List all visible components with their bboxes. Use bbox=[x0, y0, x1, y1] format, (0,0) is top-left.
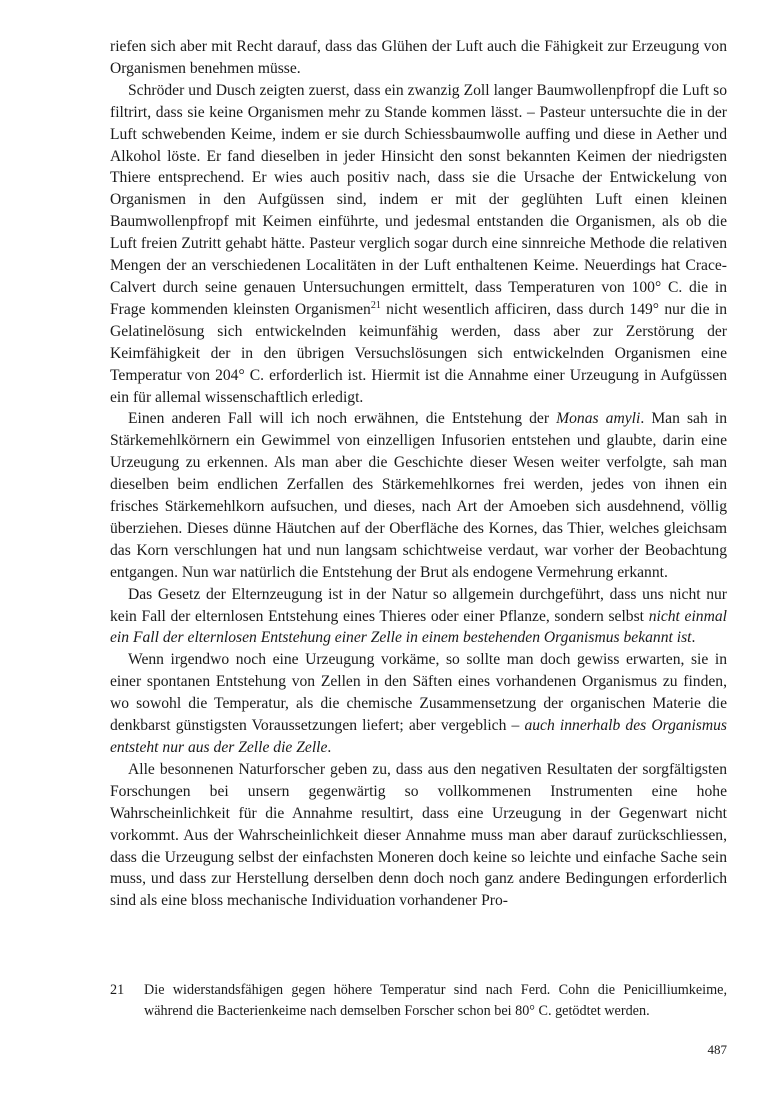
paragraph: Einen anderen Fall will ich noch erwähnen, die Entstehung der Monas amyli. Man sah in Stärkemehlkörnern ein Gewimmel von einzelligen Infusorien entstehen und glaubte, darin eine Urzeugung zu erkennen. Als man aber die Geschichte dieser Wesen weiter verfolgte, sah man dieselben beim endlichen Zerfallen des Stärkemehlkornes frei werden, jedes von ihnen ein frisches Stärkemehlkorn aufsuchen, und dieses, nach Art der Amoeben sich ausdehnend, völlig überziehen. Dieses dünne Häutchen auf der Oberfläche des Kornes, das Thier, welches gleichsam das Korn verschlungen hat und nun langsam schichtweise verdaut, war vorher der Beobachtung entgangen. Nun war natürlich die Entstehung der Brut als endogene Vermehrung erkannt. bbox=[110, 410, 727, 581]
footnote-number: 21 bbox=[110, 982, 125, 998]
paragraph: riefen sich aber mit Recht darauf, dass das Glühen der Luft auch die Fähigkeit zur Erzeugung von Organismen benehmen müsse. bbox=[110, 38, 727, 77]
paragraph: Das Gesetz der Elternzeugung ist in der Natur so allgemein durchgeführt, dass uns nicht nur kein Fall der elternlosen Entstehung eines Thieres oder einer Pflanze, sondern selbst nicht einmal ein Fall der elternlosen Entstehung einer Zelle in einem bestehenden Organismus bekannt ist. bbox=[110, 585, 727, 647]
paragraph: Wenn irgendwo noch eine Urzeugung vorkäme, so sollte man doch gewiss erwarten, sie in einer spontanen Entstehung von Zellen in den Säften eines vorhandenen Organismus zu finden, wo sowohl die Temperatur, als die chemische Zusammensetzung der organischen Materie die denkbarst günstigsten Voraussetzungen liefert; aber vergeblich – auch innerhalb des Organismus entsteht nur aus der Zelle die Zelle. bbox=[110, 651, 727, 756]
footnote-text: Die widerstandsfähigen gegen höhere Temperatur sind nach Ferd. Cohn die Penicilliumkeime, während die Bacterienkeime nach demselben Forscher schon bei 80° C. getödtet werden. bbox=[144, 982, 727, 1019]
page-number: 487 bbox=[707, 1042, 727, 1057]
footnote bbox=[110, 980, 727, 1021]
footnote-ref[interactable]: 21 bbox=[370, 299, 381, 311]
body-text bbox=[110, 36, 727, 912]
paragraph: Alle besonnenen Naturforscher geben zu, dass aus den negativen Resultaten der sorgfältigsten Forschungen bei unsern gegenwärtig so vollkommenen Instrumenten eine hohe Wahrscheinlichkeit für die Annahme resultirt, dass eine Urzeugung in der Gegenwart nicht vorkommt. Aus der Wahrscheinlichkeit dieser Annahme muss man aber darauf zurückschliessen, dass die Urzeugung selbst der einfachsten Moneren doch keine so leichte und einfache Sache sein muss, und dass zur Herstellung derselben denn doch noch ganz andere Bedingungen erforderlich sind als eine bloss mechanische Individuation vorhandener Pro- bbox=[110, 760, 727, 910]
paragraph: Schröder und Dusch zeigten zuerst, dass ein zwanzig Zoll langer Baumwollenpfropf die Luft so filtrirt, dass sie keine Organismen mehr zu Stande kommen lässt. – Pasteur untersuchte die in der Luft schwebenden Keime, indem er sie durch Schiessbaumwolle auffing und diese in Aether und Alkohol löste. Er fand dieselben in jeder Hinsicht den sonst bekannten Keimen der niedrigsten Thiere entsprechend. Er wies auch positiv nach, dass sie die Ursache der Entwickelung von Organismen in den Aufgüssen sind, indem er mit der geglühten Luft einen kleinen Baumwollenpfropf mit Keimen einführte, und jedesmal entstanden die Organismen, als ob die Luft freien Zutritt gehabt hätte. Pasteur verglich sogar durch eine sinnreiche Methode die relativen Mengen der an verschiedenen Localitäten in der Luft enthaltenen Keime. Neuerdings hat Crace-Calvert durch seine genauen Untersuchungen ermittelt, dass Temperaturen von 100° C. die in Frage kommenden kleinsten Organismen$^{21}$ nicht wesentlich afficiren, dass durch 149° nur die in Gelatinelösung sich entwickelnden keimunfähig werden, dass aber zur Zerstörung der Keimfähigkeit der in den übrigen Versuchslösungen sich entwickelnden Organismen eine Temperatur von 204° C. erforderlich ist. Hiermit ist die Annahme einer Urzeugung in Aufgüssen ein für allemal wissenschaftlich erledigt. bbox=[110, 81, 727, 406]
